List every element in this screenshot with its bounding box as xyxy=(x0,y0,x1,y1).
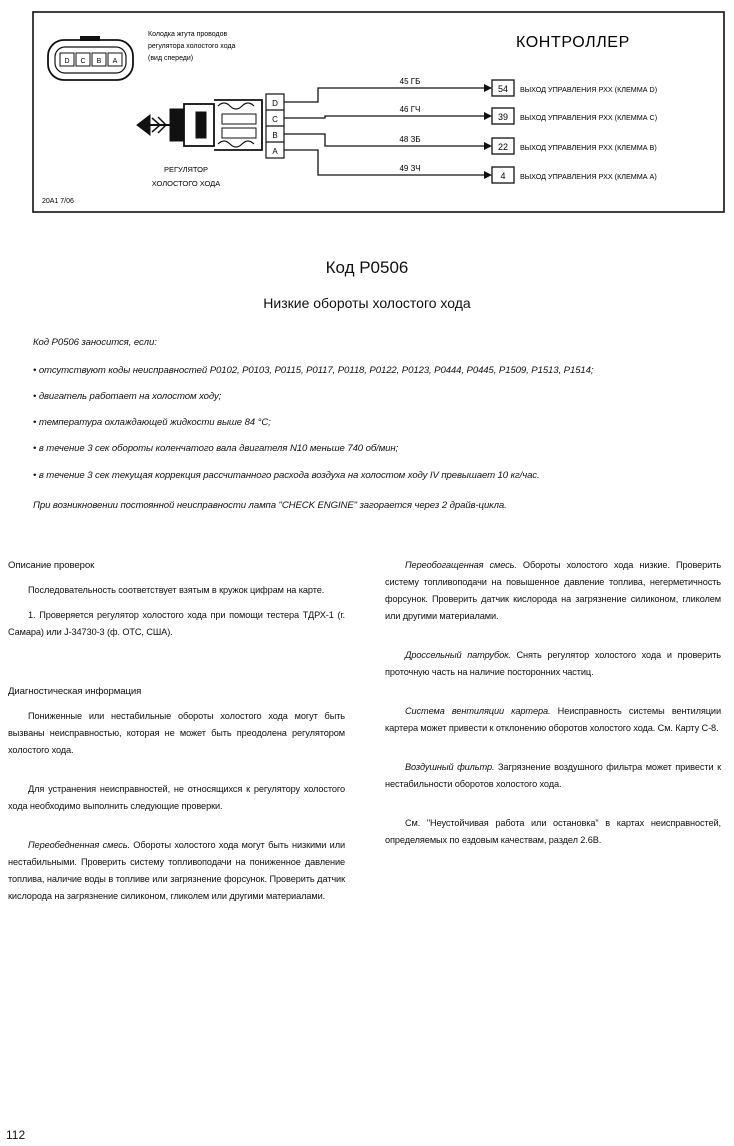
wire-label: 48 ЗБ xyxy=(399,135,421,144)
regulator-label: РЕГУЛЯТОР xyxy=(163,165,209,174)
ventilation-paragraph xyxy=(385,703,721,737)
right-column xyxy=(385,557,721,849)
wire-label: 45 ГБ xyxy=(399,77,421,86)
checks-step-1: 1. Проверяется регулятор холостого хода при помощи тестера ТДРХ-1 (г. Самара) или J-34730-3 (ф. OTC, США). xyxy=(8,610,345,637)
page-number: 112 xyxy=(6,1128,26,1142)
checks-paragraph: Последовательность соответствует взятым в кружок цифрам на карте. xyxy=(28,585,325,595)
rich-mixture-text: Обороты холостого хода низкие. Проверить систему топливоподачи на повышенное давление топлива, негерметичность форсунок. Проверить датчик кислорода на загрязнение силиконом, гликолем или другими материалами. xyxy=(385,560,722,621)
terminal-boxes xyxy=(492,80,514,183)
connector-caption: Колодка жгута проводов xyxy=(148,31,228,38)
page-title: Код P0506 xyxy=(325,258,409,277)
air-filter-paragraph xyxy=(385,759,721,793)
controller-title: КОНТРОЛЛЕР xyxy=(516,34,630,51)
lean-mixture-paragraph xyxy=(8,837,345,905)
terminal-output-label: ВЫХОД УПРАВЛЕНИЯ РХХ (КЛЕММА D) xyxy=(520,85,658,94)
connector-caption: регулятора холостого хода xyxy=(148,43,236,50)
terminal-number: 39 xyxy=(497,112,509,122)
throttle-text: Снять регулятор холостого хода и проверить проточную часть на наличие посторонних частиц. xyxy=(385,650,721,677)
regulator-pin-label: B xyxy=(272,131,278,140)
checks-heading: Описание проверок xyxy=(8,560,95,571)
wire-label: 46 ГЧ xyxy=(399,105,421,114)
see-also-paragraph: См. "Неустойчивая работа или остановка" в картах неисправностей, определяемых по ездовым качествам, раздел 2.6В. xyxy=(385,818,721,845)
connector-icon xyxy=(48,36,133,80)
connector-caption: (вид спереди) xyxy=(148,55,194,62)
wire-label: 49 ЗЧ xyxy=(399,164,421,173)
condition-item: • в течение 3 сек текущая коррекция рассчитанного расхода воздуха на холостом ходу IV превышает 10 кг/час. xyxy=(33,470,540,481)
throttle-paragraph xyxy=(385,647,721,681)
diag-heading: Диагностическая информация xyxy=(8,686,142,697)
condition-item: • температура охлаждающей жидкости выше 84 °C; xyxy=(33,417,271,428)
wiring-diagram xyxy=(0,0,734,222)
lean-mixture-title: Переобедненная смесь. xyxy=(28,840,130,850)
connector-pin-label: C xyxy=(80,58,86,65)
lean-mixture-text: Обороты холостого хода могут быть низкими или нестабильными. Проверить систему топливоподачи на пониженное давление топлива, наличие воды в топливе или загрязнение форсунок. Проверить датчик кислорода на загрязнение силиконом, гликолем или другими материалами. xyxy=(8,840,346,901)
idle-regulator-icon xyxy=(137,100,262,150)
throttle-title: Дроссельный патрубок. xyxy=(405,650,511,660)
terminal-output-label: ВЫХОД УПРАВЛЕНИЯ РХХ (КЛЕММА B) xyxy=(520,143,657,152)
regulator-pin-label: C xyxy=(272,115,278,124)
left-column xyxy=(8,557,345,905)
wire-lines xyxy=(284,88,490,175)
regulator-pin-label: A xyxy=(272,147,278,156)
diag-paragraph: Для устранения неисправностей, не относящихся к регулятору холостого хода необходимо выполнить следующие проверки. xyxy=(8,784,345,811)
regulator-label: ХОЛОСТОГО ХОДА xyxy=(151,179,221,188)
terminal-number: 22 xyxy=(497,142,509,152)
air-filter-title: Воздушный фильтр. xyxy=(405,762,495,772)
terminal-arrows xyxy=(484,84,492,179)
condition-item: • в течение 3 сек обороты коленчатого вала двигателя N10 меньше 740 об/мин; xyxy=(33,443,399,454)
terminal-number: 4 xyxy=(500,171,506,181)
ventilation-title: Система вентиляции картера. xyxy=(405,706,551,716)
ventilation-text: Неисправность системы вентиляции картера может привести к отклонению оборотов холостого хода. См. Карту С-8. xyxy=(385,706,721,733)
terminal-output-label: ВЫХОД УПРАВЛЕНИЯ РХХ (КЛЕММА A) xyxy=(520,172,657,181)
connector-pin-label: B xyxy=(96,58,102,65)
rich-mixture-title: Переобогащенная смесь. xyxy=(405,560,517,570)
conditions-intro: Код P0506 заносится, если: xyxy=(33,337,157,348)
air-filter-text: Загрязнение воздушного фильтра может привести к нестабильности оборотов холостого хода. xyxy=(385,762,721,789)
regulator-pin-label: D xyxy=(272,99,278,108)
diagram-code: 20A1 7/06 xyxy=(42,198,74,205)
terminal-number: 54 xyxy=(497,84,509,94)
condition-item: • двигатель работает на холостом ходу; xyxy=(33,391,222,402)
rich-mixture-paragraph xyxy=(385,557,721,625)
diag-paragraph: Пониженные или нестабильные обороты холостого хода могут быть вызваны неисправностью, которая не может быть преодолена регулятором холостого хода. xyxy=(8,711,345,755)
connector-pin-label: D xyxy=(64,58,70,65)
check-engine-note: При возникновении постоянной неисправности лампа "CHECK ENGINE" загорается через 2 драйв-цикла. xyxy=(33,500,507,511)
terminal-output-label: ВЫХОД УПРАВЛЕНИЯ РХХ (КЛЕММА C) xyxy=(520,113,658,122)
page-subtitle: Низкие обороты холостого хода xyxy=(263,295,471,311)
condition-item: • отсутствуют коды неисправностей P0102, P0103, P0115, P0117, P0118, P0122, P0123, P0444, P0445, P1509, P1513, P1514; xyxy=(33,365,594,376)
connector-pin-label: A xyxy=(112,58,118,65)
